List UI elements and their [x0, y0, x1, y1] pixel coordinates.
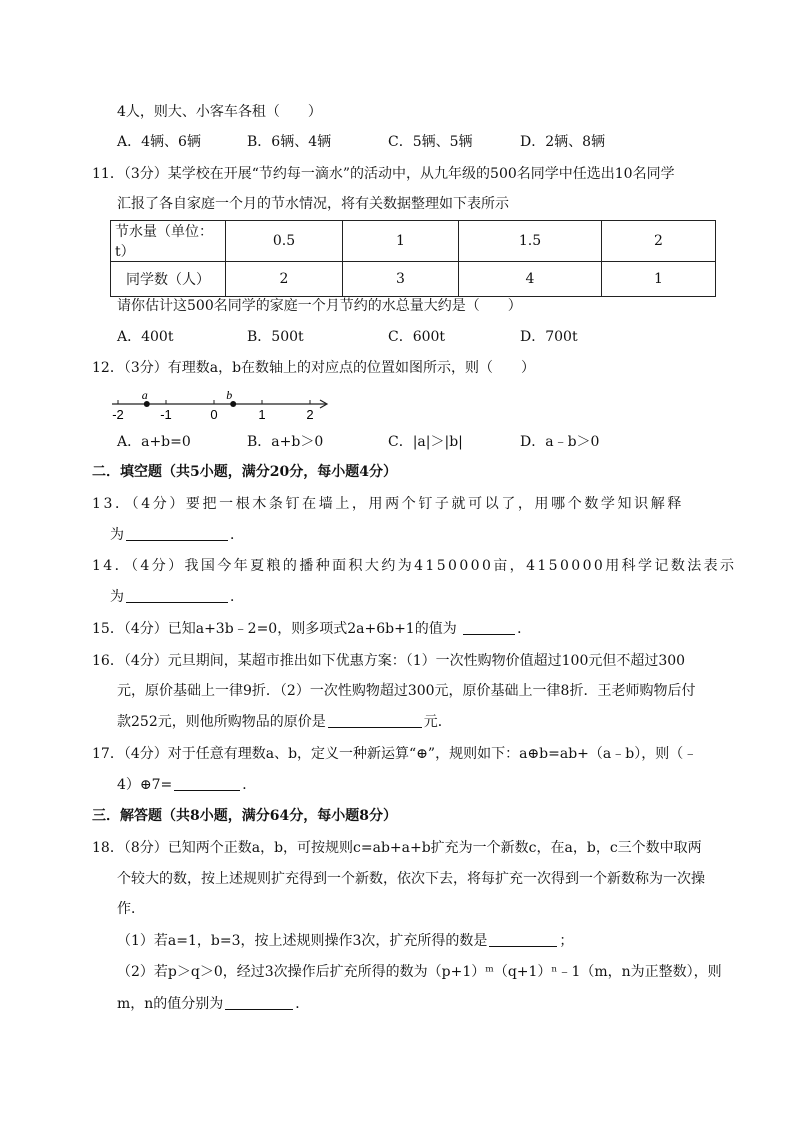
- q15-end: ．: [517, 621, 532, 637]
- q17-end: ．: [242, 777, 257, 793]
- q15-line: [92, 619, 531, 639]
- table-cell: 1.5: [459, 221, 602, 262]
- table-cell: 2: [602, 221, 716, 262]
- q13-line1: 13．（4分）要把一根木条钉在墙上，用两个钉子就可以了，用哪个数学知识解释: [92, 496, 684, 512]
- answer-blank: [225, 995, 293, 1010]
- q12-option-a: A．a+b=0: [117, 434, 191, 450]
- q18-line1: 18．（8分）已知两个正数a，b，可按规则c=ab+a+b扩充为一个新数c，在a，b，c三个数中取两: [92, 840, 702, 856]
- table-cell: 4: [459, 262, 602, 297]
- q15-text: 15．（4分）已知a+3b﹣2=0，则多项式2a+6b+1的值为: [92, 621, 457, 637]
- table-cell: 0.5: [226, 221, 343, 262]
- answer-blank: [126, 588, 228, 603]
- q11-option-d: D．700t: [520, 329, 578, 345]
- q11-option-c: C．600t: [388, 329, 446, 345]
- answer-blank: [463, 620, 515, 635]
- q17-line2: [117, 775, 256, 795]
- q18-sub2-prefix: m，n的值分别为: [117, 996, 224, 1012]
- q14-prefix: 为: [110, 589, 124, 605]
- number-line-figure: [108, 386, 338, 422]
- axis-tick-label: -1: [160, 407, 172, 422]
- q18-sub1: [117, 931, 573, 951]
- axis-tick-label: 2: [306, 407, 314, 422]
- q11-option-a: A．400t: [117, 329, 174, 345]
- q16-prefix: 款252元，则他所购物品的原价是: [117, 714, 326, 730]
- table-row: [111, 262, 716, 297]
- q18-sub2-end: ．: [295, 996, 310, 1012]
- point-b-label: b: [226, 388, 233, 402]
- q10-option-b: B．6辆、4辆: [247, 134, 332, 150]
- q18-sub2-line1: （2）若p＞q＞0，经过3次操作后扩充所得的数为（p+1）ᵐ（q+1）ⁿ﹣1（m，n为正整数），则: [117, 964, 722, 980]
- point-a-label: a: [141, 388, 148, 402]
- q11-question: 请你估计这500名同学的家庭一个月节约的水总量大约是（ ）: [117, 298, 522, 314]
- q12-line1: 12．（3分）有理数a，b在数轴上的对应点的位置如图所示，则（ ）: [92, 360, 536, 376]
- q18-line2: 个较大的数，按上述规则扩充得到一个新数，依次下去，将每扩充一次得到一个新数称为一次操: [117, 871, 705, 887]
- q14-end: ．: [230, 589, 244, 605]
- q16-end: 元．: [423, 714, 452, 730]
- q11-line1: 11．（3分）某学校在开展“节约每一滴水”的活动中，从九年级的500名同学中任选出10名同学: [92, 166, 675, 182]
- section-solution-heading: 三．解答题（共8小题，满分64分，每小题8分）: [92, 808, 397, 824]
- q12-option-d: D．a﹣b＞0: [520, 434, 600, 450]
- q17-line1: 17．（4分）对于任意有理数a、b，定义一种新运算“⊕”，规则如下：a⊕b=ab+（a﹣b），则（﹣: [92, 746, 698, 762]
- q13-line2: [110, 525, 244, 545]
- table-row-label: 节水量（单位：t）: [111, 221, 226, 262]
- axis-tick-label: 1: [258, 407, 266, 422]
- axis-tick-label: 0: [210, 407, 218, 422]
- table-cell: 3: [343, 262, 459, 297]
- answer-blank: [489, 932, 557, 947]
- water-saving-table: [110, 220, 716, 297]
- q17-prefix: 4）⊕7=: [117, 777, 173, 793]
- q18-line3: 作．: [117, 901, 145, 917]
- q10-option-a: A．4辆、6辆: [117, 134, 201, 150]
- table-row-label: 同学数（人）: [111, 262, 226, 297]
- q10-option-d: D．2辆、8辆: [520, 134, 606, 150]
- q14-line2: [110, 587, 244, 607]
- q13-prefix: 为: [110, 527, 124, 543]
- axis-tick-label: -2: [112, 407, 124, 422]
- table-cell: 1: [343, 221, 459, 262]
- table-cell: 2: [226, 262, 343, 297]
- q16-line2: 元，原价基础上一律9折．（2）一次性购物超过300元，原价基础上一律8折．王老师购物后付: [117, 683, 696, 699]
- q16-line3: [117, 712, 452, 732]
- answer-blank: [174, 776, 240, 791]
- q18-sub1-end: ；: [559, 933, 574, 949]
- answer-blank: [126, 526, 228, 541]
- q11-line2: 汇报了各自家庭一个月的节水情况，将有关数据整理如下表所示: [117, 196, 509, 212]
- q16-line1: 16．（4分）元旦期间，某超市推出如下优惠方案：（1）一次性购物价值超过100元但不超过300: [92, 653, 686, 669]
- q14-line1: 14．（4分）我国今年夏粮的播种面积大约为4150000亩，4150000用科学记数法表示: [92, 558, 737, 574]
- table-cell: 1: [602, 262, 716, 297]
- q12-option-c: C．|a|＞|b|: [388, 434, 463, 450]
- q18-sub1-text: （1）若a=1，b=3，按上述规则操作3次，扩充所得的数是: [117, 933, 488, 949]
- q12-option-b: B．a+b＞0: [247, 434, 324, 450]
- q18-sub2-line2: [117, 994, 309, 1014]
- q13-end: ．: [230, 527, 244, 543]
- table-row: [111, 221, 716, 262]
- q10-option-c: C．5辆、5辆: [388, 134, 473, 150]
- q10-continuation: 4人，则大、小客车各租（ ）: [117, 104, 322, 120]
- answer-blank: [328, 713, 422, 728]
- q11-option-b: B．500t: [247, 329, 304, 345]
- section-fill-in-heading: 二．填空题（共5小题，满分20分，每小题4分）: [92, 464, 397, 480]
